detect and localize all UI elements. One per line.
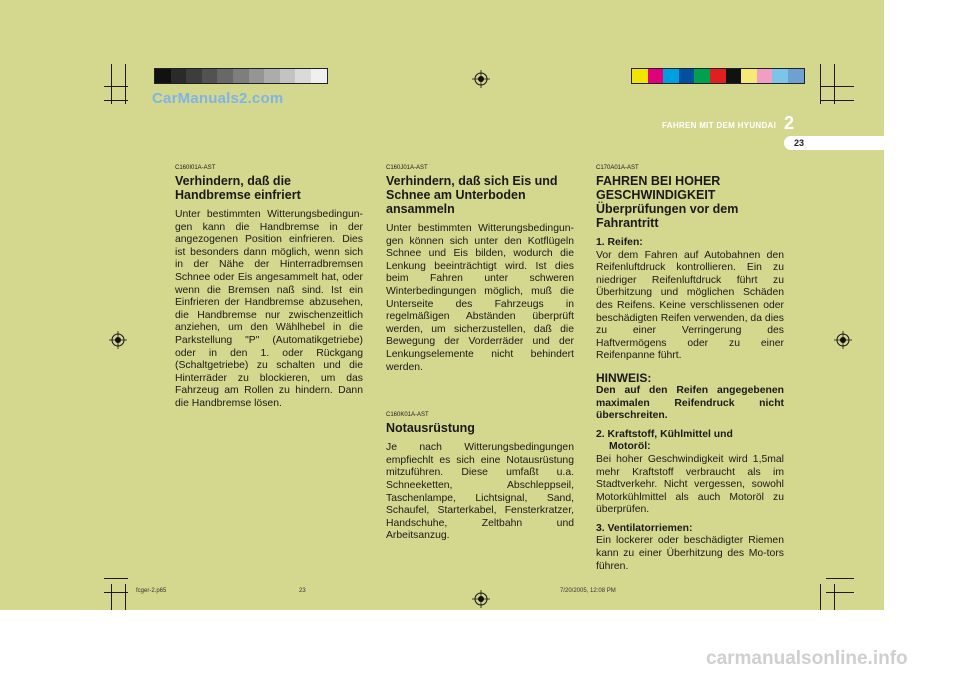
color-swatch: [710, 69, 726, 83]
crop-mark: [104, 100, 128, 101]
registration-mark-icon: [472, 590, 490, 608]
watermark-top: CarManuals2.com: [152, 90, 284, 107]
section-code: C160I01A-AST: [175, 165, 216, 171]
section-code: C170A01A-AST: [596, 165, 639, 171]
crop-mark: [834, 64, 835, 104]
color-swatch: [679, 69, 695, 83]
color-calibration-bar: [631, 68, 805, 84]
color-swatch: [694, 69, 710, 83]
grayscale-swatch: [233, 69, 249, 83]
section-body: Je nach Witterungsbedingungen empfiechlt es sich eine Notausrüstung mitzuführen. Diese umfaßt u.a. Schneeketten, Abschleppseil, Taschenlampe, Lichtsignal, Sand, Schaufel, Starterkabel, Fensterkratzer, Handschuhe, Zeltbahn und Arbeitsanzug.: [386, 442, 574, 542]
grayscale-swatch: [264, 69, 280, 83]
page-number: 23: [794, 138, 805, 148]
crop-mark: [820, 100, 854, 101]
registration-mark-icon: [109, 331, 127, 349]
section-heading: Verhindern, daß sich Eis und Schnee am Unterboden ansammeln: [386, 174, 558, 216]
crop-mark: [111, 64, 112, 104]
crop-mark: [104, 578, 128, 579]
section-heading: FAHREN BEI HOHER GESCHWINDIGKEIT Überprüfungen vor dem Fahrantritt: [596, 174, 739, 230]
crop-mark: [820, 86, 854, 87]
section-code: C160J01A-AST: [386, 165, 428, 171]
grayscale-swatch: [249, 69, 265, 83]
grayscale-swatch: [171, 69, 187, 83]
footer-timestamp: 7/20/2005, 12:08 PM: [560, 588, 616, 594]
section-heading: Verhindern, daß die Handbremse einfriert: [175, 174, 301, 202]
column-2: [386, 165, 574, 543]
page-number-badge: [784, 136, 812, 150]
color-swatch: [726, 69, 742, 83]
footer-file: fcger-2.p65: [136, 588, 167, 594]
item-body: Bei hoher Geschwindigkeit wird 1,5mal mehr Kraftstoff verbraucht als im Stadtverkehr. Nicht vergessen, sowohl Motorkühlmittel als auch Motoröl zu überprüfen.: [596, 453, 784, 516]
grayscale-calibration-bar: [154, 68, 328, 84]
crop-mark: [125, 584, 126, 610]
crop-mark: [104, 86, 128, 87]
color-swatch: [772, 69, 788, 83]
item-title-continued: Motoröl:: [609, 441, 651, 453]
crop-mark: [111, 584, 112, 610]
color-swatch: [648, 69, 664, 83]
registration-mark-icon: [472, 70, 490, 88]
grayscale-swatch: [280, 69, 296, 83]
registration-mark-icon: [834, 331, 852, 349]
note-body: Den auf den Reifen angegebenen maximalen Reifendruck nicht überschreiten.: [596, 384, 784, 422]
color-swatch: [757, 69, 773, 83]
color-swatch: [663, 69, 679, 83]
item-title: 1. Reifen:: [596, 237, 643, 248]
color-swatch: [741, 69, 757, 83]
color-swatch: [632, 69, 648, 83]
color-swatch: [788, 69, 804, 83]
column-1: [175, 165, 363, 411]
section-body: Unter bestimmten Witterungsbedingun-gen können sich unter den Kotflügeln Schnee und Eis bilden, wodurch die Lenkung beeinträchtigt wird. Ist dies beim Fahren unter schweren Winterbedingungen möglich, muß die Unterseite des Fahrzeugs in regelmäßigen Abständen überprüft werden, um sicherzustellen, daß die Bewegung der Vorderräder und der Lenkungselemente nicht behindert werden.: [386, 223, 574, 373]
section-body: Unter bestimmten Witterungsbedingun-gen kann die Handbremse in der angezogenen Position einfrieren. Dies ist besonders dann möglich, wenn sich in der Nähe der Hinterradbremsen Schnee oder Eis angesammelt hat, oder wenn die Bremsen naß sind. Ist ein Einfrieren der Handbremse abzusehen, die Handbremse nur zwischenzeitlich anziehen, um den Wählhebel in die Parkstellung "P" (Automatikgetriebe) oder in den 1. oder Rückgang (Schaltgetriebe) zu schalten und die Hinterräder zu blockieren, um das Fahrzeug am Rollen zu hindern. Dann die Handbremse lösen.: [175, 209, 363, 409]
section-title: FAHREN MIT DEM HYUNDAI: [662, 121, 777, 130]
header-strip: [810, 136, 884, 150]
item-body: Vor dem Fahren auf Autobahnen den Reifenluftdruck kontrollieren. Ein zu niedriger Reifenluftdruck führt zu Überhitzung und möglichen Schäden des Reifens. Keine verschlissenen oder beschädigten Reifen verwenden, da dies zu einer Verringerung des Haftvermögens oder zu einer Reifenpanne führt.: [596, 249, 784, 362]
grayscale-swatch: [155, 69, 171, 83]
grayscale-swatch: [202, 69, 218, 83]
crop-mark: [834, 584, 835, 610]
chapter-number: 2: [784, 113, 795, 133]
item-body: Ein lockerer oder beschädigter Riemen kann zu einer Überhitzung des Mo-tors führen.: [596, 535, 784, 572]
footer-page: 23: [299, 588, 306, 594]
section-heading: Notausrüstung: [386, 421, 475, 436]
crop-mark: [125, 64, 126, 104]
section-code: C160K01A-AST: [386, 412, 429, 419]
crop-mark: [826, 592, 854, 593]
crop-mark: [820, 64, 821, 104]
grayscale-swatch: [186, 69, 202, 83]
item-title: 2. Kraftstoff, Kühlmittel und: [596, 428, 733, 440]
note-heading: HINWEIS:: [596, 370, 652, 385]
column-3: [596, 165, 784, 573]
grayscale-swatch: [217, 69, 233, 83]
watermark-bottom: carmanualsonline.info: [706, 648, 908, 669]
grayscale-swatch: [311, 69, 327, 83]
item-title: 3. Ventilatorriemen:: [596, 522, 693, 534]
grayscale-swatch: [295, 69, 311, 83]
crop-mark: [826, 578, 854, 579]
crop-mark: [820, 584, 821, 610]
